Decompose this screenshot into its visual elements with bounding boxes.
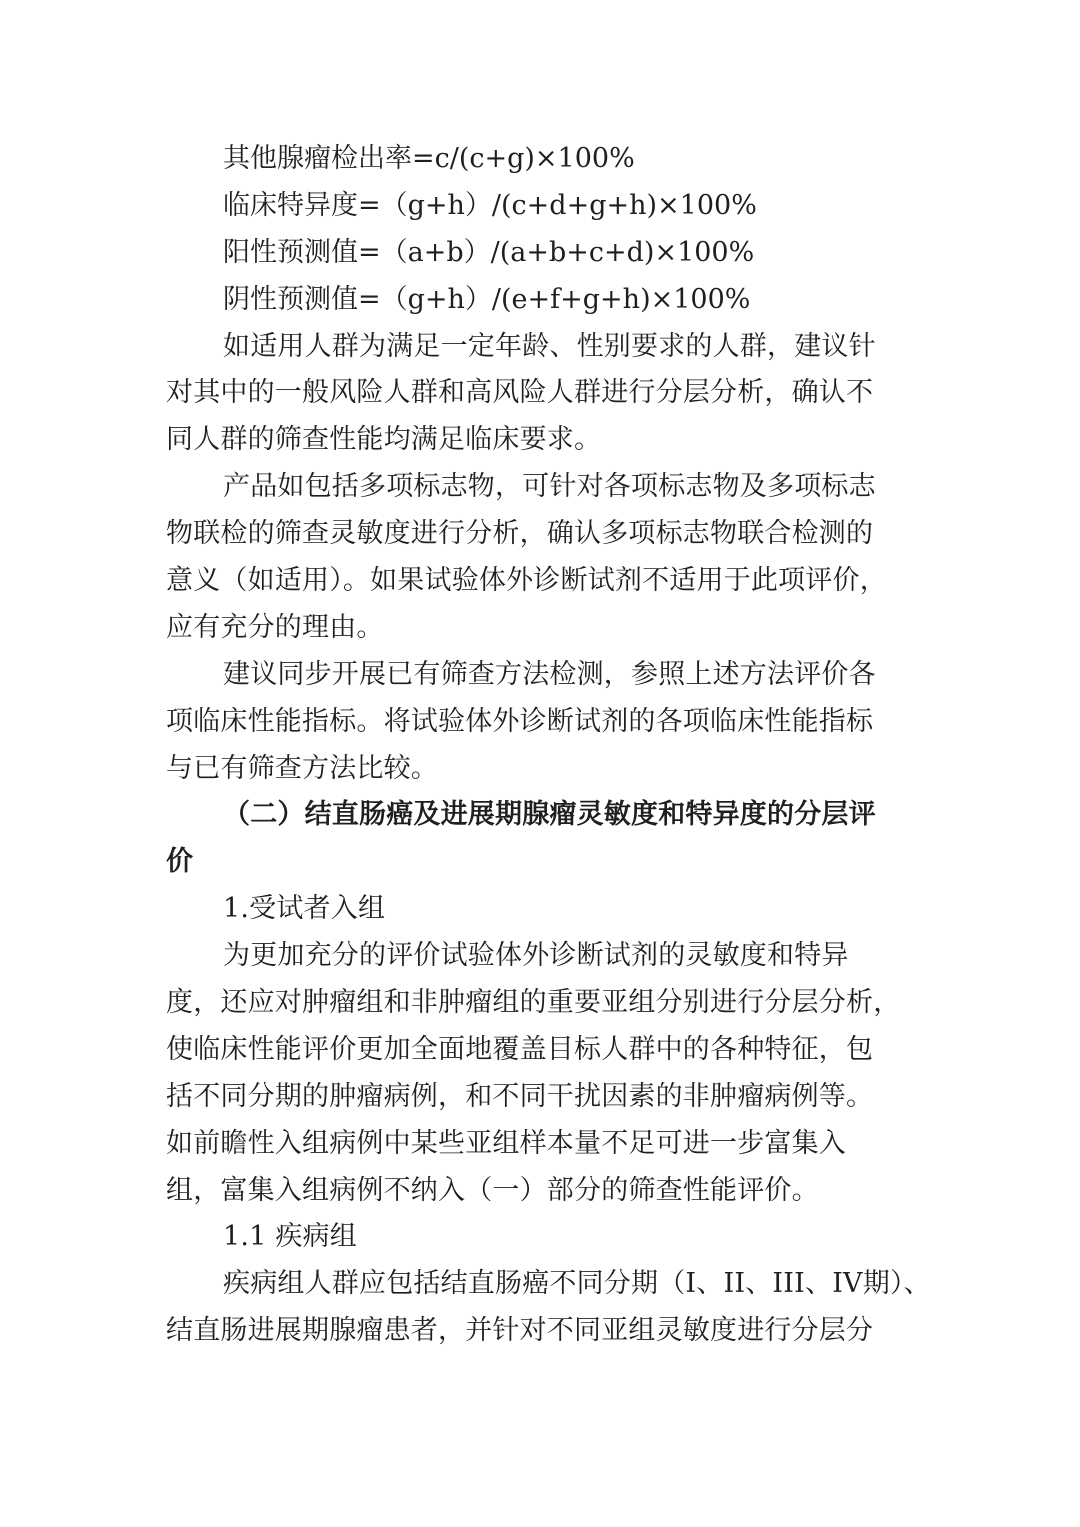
paragraph-stratified-population-line-1: 如适用人群为满足一定年龄、性别要求的人群，建议针 — [223, 330, 876, 362]
formula-negative-predictive-value: 阴性预测值=（g+h）/(e+f+g+h)×100% — [223, 283, 751, 315]
paragraph-existing-screening-line-3: 与已有筛查方法比较。 — [166, 752, 438, 784]
document-body — [166, 136, 931, 1355]
paragraph-enrollment-line-6: 组，富集入组病例不纳入（一）部分的筛查性能评价。 — [166, 1174, 819, 1206]
paragraph-enrollment-line-4: 括不同分期的肿瘤病例，和不同干扰因素的非肿瘤病例等。 — [166, 1080, 874, 1112]
subsection-heading-subject-enrollment: 1.受试者入组 — [223, 893, 386, 925]
paragraph-stratified-population-line-3: 同人群的筛查性能均满足临床要求。 — [166, 424, 602, 456]
formula-other-adenoma-detection-rate: 其他腺瘤检出率=c/(c+g)×100% — [223, 143, 635, 174]
paragraph-enrollment-line-1: 为更加充分的评价试验体外诊断试剂的灵敏度和特异 — [223, 940, 849, 972]
section-heading-line-2: 价 — [166, 846, 194, 878]
paragraph-enrollment-line-3: 使临床性能评价更加全面地覆盖目标人群中的各种特征，包 — [166, 1033, 874, 1065]
paragraph-multiple-markers-line-4: 应有充分的理由。 — [166, 611, 384, 643]
formula-positive-predictive-value: 阳性预测值=（a+b）/(a+b+c+d)×100% — [223, 236, 755, 268]
paragraph-disease-group-line-2: 结直肠进展期腺瘤患者，并针对不同亚组灵敏度进行分层分 — [166, 1315, 874, 1347]
paragraph-existing-screening-line-2: 项临床性能指标。将试验体外诊断试剂的各项临床性能指标 — [166, 705, 874, 737]
paragraph-disease-group-line-1: 疾病组人群应包括结直肠癌不同分期（I、II、III、IV期）、 — [223, 1268, 931, 1300]
paragraph-stratified-population-line-2: 对其中的一般风险人群和高风险人群进行分层分析，确认不 — [166, 377, 874, 409]
subsection-heading-disease-group: 1.1 疾病组 — [223, 1221, 357, 1253]
section-heading-line-1: （二）结直肠癌及进展期腺瘤灵敏度和特异度的分层评 — [223, 799, 876, 831]
paragraph-multiple-markers-line-2: 物联检的筛查灵敏度进行分析，确认多项标志物联合检测的 — [166, 518, 874, 550]
paragraph-enrollment-line-2: 度，还应对肿瘤组和非肿瘤组的重要亚组分别进行分层分析， — [166, 987, 901, 1019]
paragraph-enrollment-line-5: 如前瞻性入组病例中某些亚组样本量不足可进一步富集入 — [166, 1127, 846, 1159]
paragraph-multiple-markers-line-1: 产品如包括多项标志物，可针对各项标志物及多项标志 — [223, 471, 876, 503]
paragraph-multiple-markers-line-3: 意义（如适用）。如果试验体外诊断试剂不适用于此项评价， — [166, 565, 887, 597]
paragraph-existing-screening-line-1: 建议同步开展已有筛查方法检测，参照上述方法评价各 — [223, 658, 876, 690]
formula-clinical-specificity: 临床特异度=（g+h）/(c+d+g+h)×100% — [223, 189, 757, 221]
